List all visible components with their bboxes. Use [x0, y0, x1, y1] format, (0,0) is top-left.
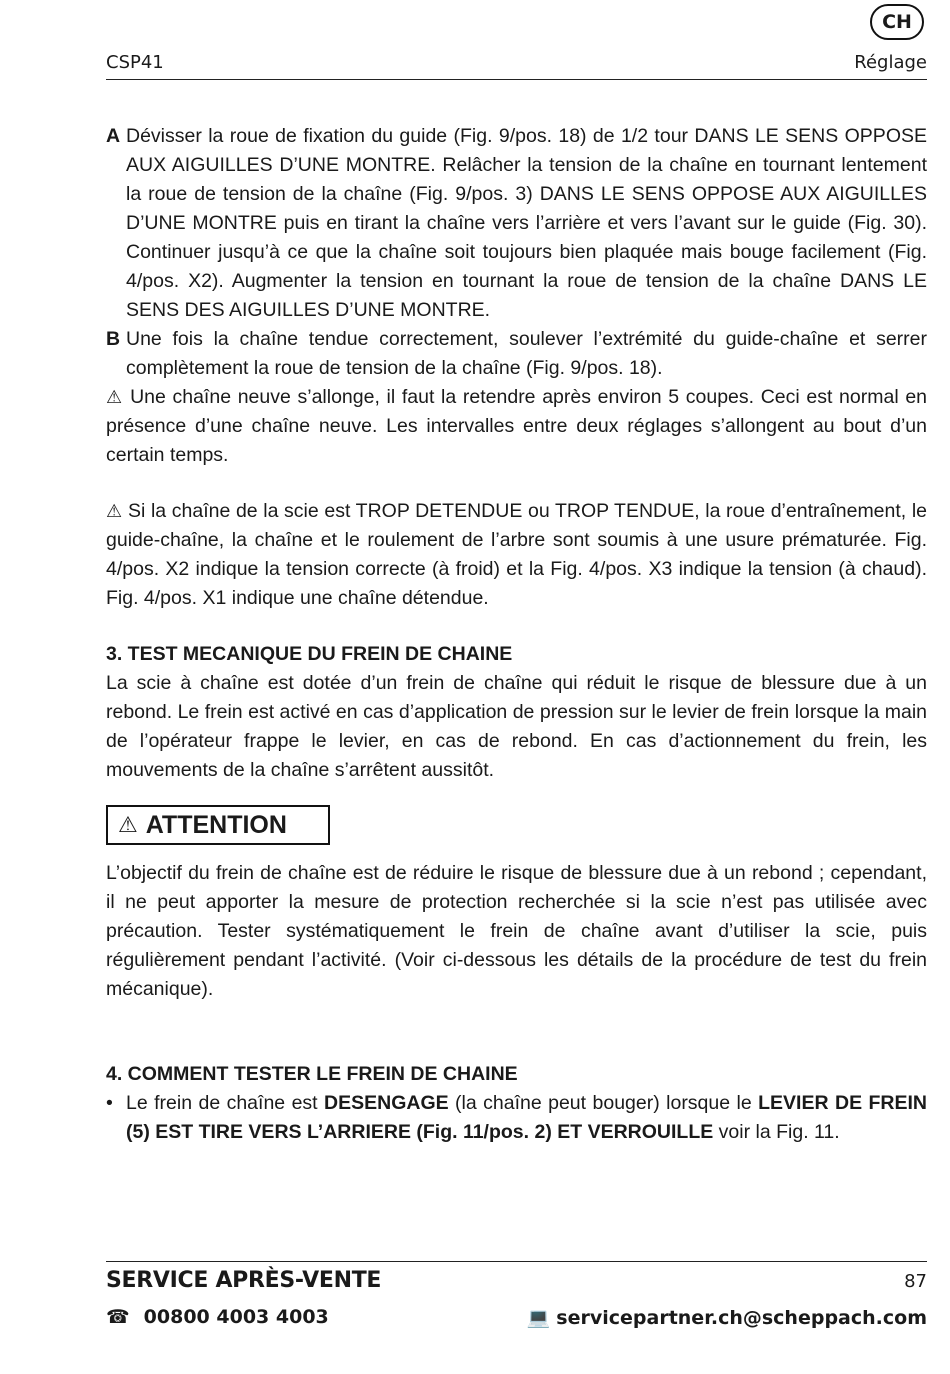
step-a — [106, 122, 927, 325]
service-email — [527, 1306, 927, 1329]
country-badge: CH — [870, 4, 924, 40]
step-a-text: Dévisser la roue de fixation du guide (Fig. 9/pos. 18) de 1/2 tour DANS LE SENS OPPOSE AUX AIGUILLES D’UNE MONTRE. Relâcher la tension de la chaîne en tournant lentement la roue de tension de la chaîne (Fig. 9/pos. 3) DANS LE SENS OPPOSE AUX AIGUILLES D’UNE MONTRE puis en tirant la chaîne vers l’arrière et vers l’avant sur le guide (Fig. 30). Continuer jusqu’à ce que la chaîne soit toujours bien plaquée mais bouge facilement (Fig. 4/pos. X2). Augmenter la tension en tournant la roue de tension de la chaîne DANS LE SENS DES AIGUILLES D’UNE MONTRE. — [126, 125, 927, 321]
telephone-icon: ☎ — [106, 1306, 130, 1328]
bullet-part3: voir la Fig. 11. — [713, 1121, 840, 1143]
section-3-heading: 3. TEST MECANIQUE DU FREIN DE CHAINE — [106, 643, 513, 665]
section-4-bullet — [106, 1089, 927, 1147]
phone-number: 00800 4003 4003 — [143, 1306, 329, 1328]
laptop-icon: 💻 — [526, 1307, 551, 1329]
bullet-dot: • — [106, 1092, 113, 1114]
warning-triangle-icon: ⚠ — [118, 812, 138, 838]
warning-note-2 — [106, 497, 927, 613]
section-3-text: La scie à chaîne est dotée d’un frein de chaîne qui réduit le risque de blessure due à un rebond. Le frein est activé en cas d’application de pression sur le levier de frein lorsque la main de l’opérateur frappe le levier, en cas de rebond. En cas d’actionnement du frein, les mouvements de la chaîne s’arrêtent aussitôt. — [106, 672, 927, 781]
section-title: Réglage — [854, 52, 927, 73]
spacer — [106, 470, 927, 497]
bullet-part2: (la chaîne peut bouger) lorsque le — [448, 1092, 759, 1114]
step-b-letter: B — [106, 328, 121, 350]
page-number: 87 — [904, 1271, 927, 1292]
bullet-bold2: LEVIER DE FREIN (5) EST TIRE VERS L’ARRIERE (Fig. 11/pos. 2) ET VERROUILLE — [126, 1092, 927, 1143]
warning-note-1 — [106, 383, 927, 470]
bullet-bold1: DESENGAGE — [324, 1092, 449, 1114]
email-address: servicepartner.ch@scheppach.com — [556, 1307, 927, 1329]
model-name: CSP41 — [106, 52, 164, 73]
step-b — [106, 325, 927, 383]
header-divider — [106, 79, 927, 80]
spacer — [106, 613, 927, 640]
bullet-part1: Le frein de chaîne est — [126, 1092, 325, 1114]
section-4-heading: 4. COMMENT TESTER LE FREIN DE CHAINE — [106, 1063, 518, 1085]
spacer — [106, 1004, 927, 1060]
warning-note-2-text: Si la chaîne de la scie est TROP DETENDUE ou TROP TENDUE, la roue d’entraînement, le guide-chaîne, la chaîne et le roulement de l’arbre sont soumis à une usure prématurée. Fig. 4/pos. X2 indique la tension correcte (à froid) et la Fig. 4/pos. X3 indique la tension (à chaud). Fig. 4/pos. X1 indique une chaîne détendue. — [106, 500, 928, 609]
service-title: SERVICE APRÈS-VENTE — [106, 1268, 382, 1293]
footer-divider — [106, 1261, 927, 1262]
attention-text: L’objectif du frein de chaîne est de réduire le risque de blessure due à un rebond ; cependant, il ne peut apporter la mesure de protection recherchée si la scie n’est pas utilisée avec précaution. Tester systématiquement le frein de chaîne avant d’utiliser la scie, puis régulièrement pendant l’activité. (Voir ci-dessous les détails de la procédure de test du frein mécanique). — [106, 862, 927, 1000]
warning-note-1-text: Une chaîne neuve s’allonge, il faut la retendre après environ 5 coupes. Ceci est normal en présence d’une chaîne neuve. Les intervalles entre deux réglages s’allongent au bout d’un certain temps. — [106, 386, 928, 466]
service-phone — [106, 1306, 329, 1328]
warning-triangle-icon: ⚠ — [106, 387, 124, 408]
warning-triangle-icon: ⚠ — [106, 501, 123, 522]
page-content — [106, 122, 927, 1147]
step-b-text: Une fois la chaîne tendue correctement, soulever l’extrémité du guide-chaîne et serrer complètement la roue de tension de la chaîne (Fig. 9/pos. 18). — [126, 328, 927, 379]
step-a-letter: A — [106, 125, 121, 147]
attention-box — [106, 805, 330, 845]
attention-label: ATTENTION — [145, 810, 287, 839]
